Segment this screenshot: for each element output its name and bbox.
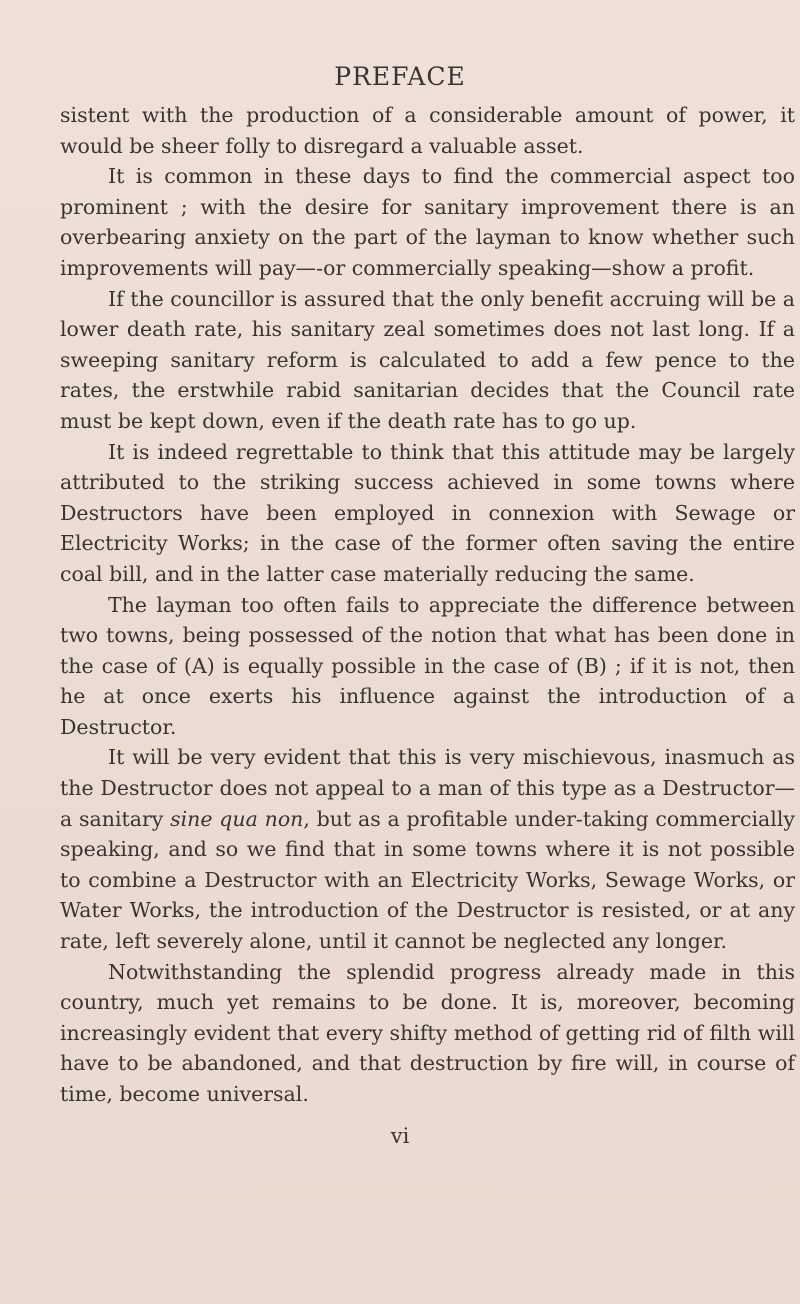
page-number: vi [390, 1124, 410, 1148]
paragraph-1: sistent with the production of a considerable amount of power, it would be sheer folly to disregard a valuable asset. [60, 103, 795, 158]
paragraph-7: Notwithstanding the splendid progress already made in this country, much yet remains to be done. It is, moreover, becoming increasingly evident that every shifty method of getting rid of filth will have to be abandoned, and that destruction by fire will, in course of time, become universal. [60, 959, 795, 1106]
latin-phrase: sine qua non [170, 806, 304, 831]
paragraph-3: If the councillor is assured that the only benefit accruing will be a lower death rate, his sanitary zeal sometimes does not last long. If a sweeping sanitary reform is calculated to add a few pence to the rates, the erstwhile rabid sanitarian decides that the Council rate must be kept down, even if the death rate has to go up. [60, 286, 795, 433]
paragraph-4: It is indeed regrettable to think that this attitude may be largely attributed to the striking success achieved in some towns where Destructors have been employed in connexion with Sewage or Electricity Works; in the case of the former often saving the entire coal bill, and in the latter case materially reducing the same. [60, 439, 795, 586]
running-head: PREFACE [334, 62, 466, 91]
paragraph-6-text-b: , but as a profitable under-taking commercially speaking, and so we find that in some towns where it is not possible to combine a Destructor with an Electricity Works, Sewage Works, or Water Works, the introduction of the Destructor is resisted, or at any rate, left severely alone, until it cannot be neglected any longer. [60, 806, 795, 954]
paragraph-5: The layman too often fails to appreciate the difference between two towns, being possessed of the notion that what has been done in the case of (A) is equally possible in the case of (B) ; if it is not, then he at once exerts his influence against the introduction of a Destructor. [60, 592, 795, 739]
paragraph-6 [60, 742, 795, 956]
paragraph-2: It is common in these days to find the commercial aspect too prominent ; with the desire for sanitary improvement there is an overbearing anxiety on the part of the layman to know whether such improvements will pay—-or commercially speaking—show a profit. [60, 164, 795, 280]
paragraph-6-text-a: It will be very evident that this is very mischievous, inasmuch as the Destructor does not appeal to a man of this type as a Destructor—a sanitary [60, 745, 795, 831]
body-text [60, 100, 795, 1110]
